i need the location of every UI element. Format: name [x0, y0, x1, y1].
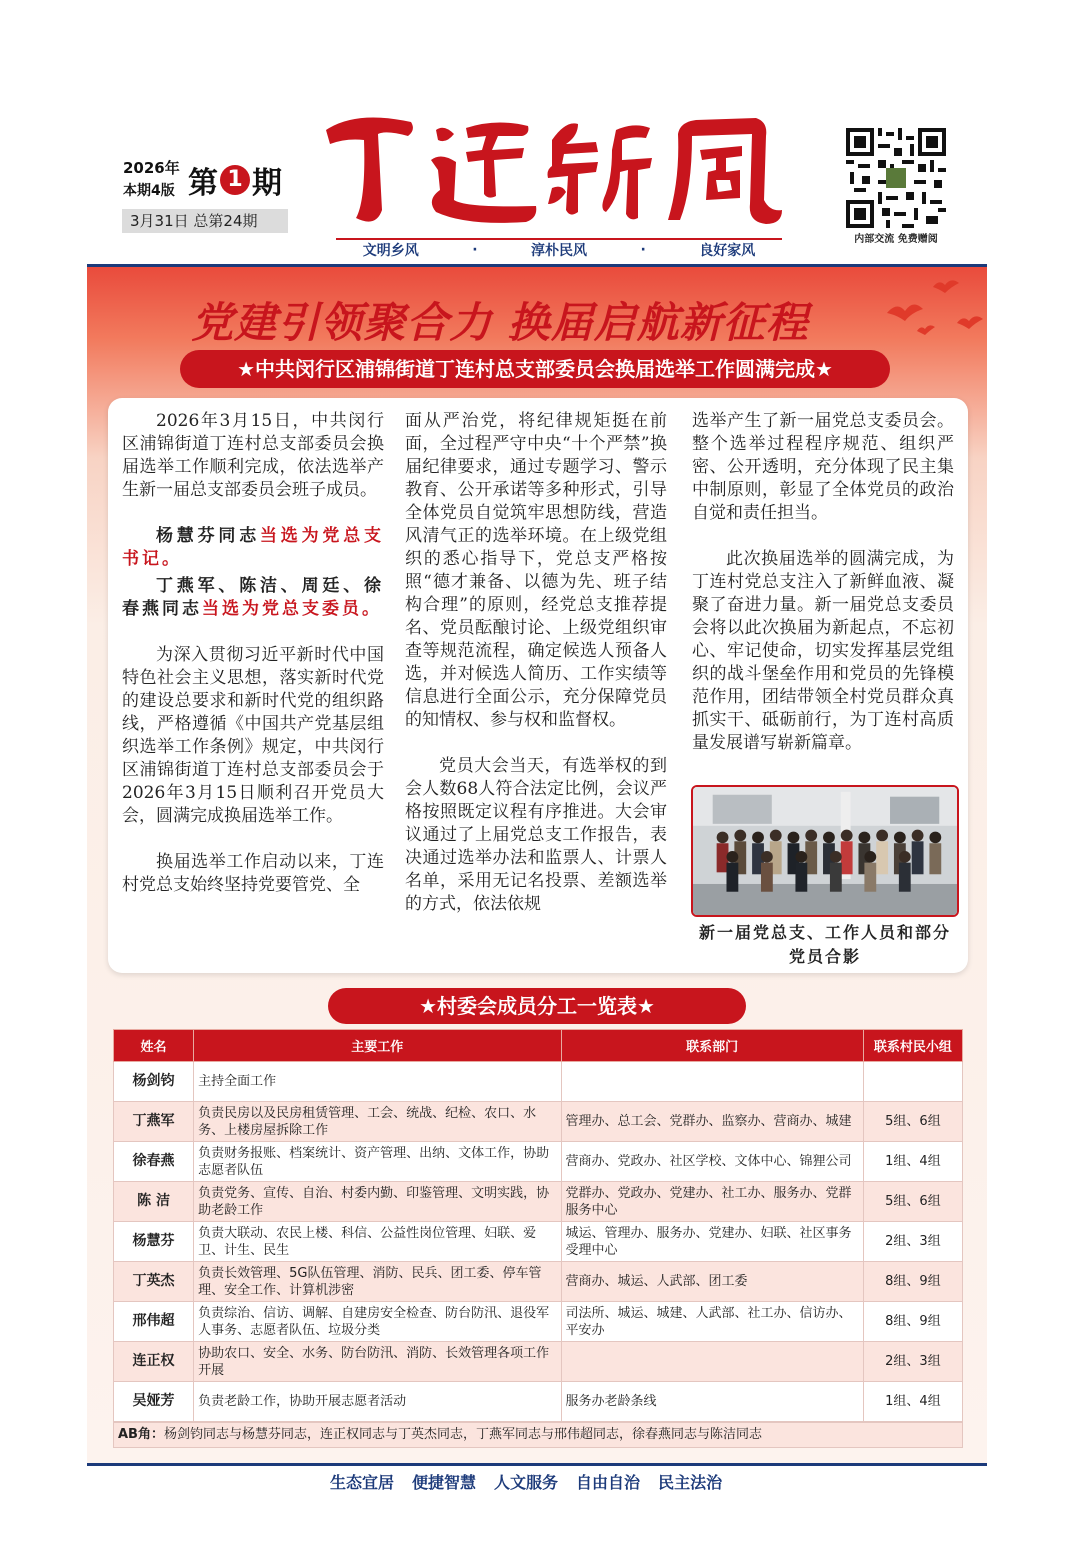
paragraph: 选举产生了新一届党总支委员会。整个选举过程程序规范、组织严密、公开透明，充分体现了民主集中制原则，彰显了全体党员的政治自觉和责任担当。 — [692, 411, 954, 523]
article-column-1 — [122, 410, 384, 920]
villager-groups: 2组、3组 — [863, 1342, 962, 1382]
elected-secretary-name: 杨慧芬同志 — [156, 526, 260, 546]
paragraph-elected-secretary — [122, 525, 384, 571]
article-column-2 — [405, 410, 667, 939]
member-name: 丁燕军 — [114, 1102, 194, 1142]
member-name: 吴娅芳 — [114, 1382, 194, 1422]
ab-role-text: 杨剑钧同志与杨慧芬同志，连正权同志与丁英杰同志，丁燕军同志与邢伟超同志，徐春燕同志与陈洁同志 — [163, 1427, 762, 1442]
paragraph: 换届选举工作启动以来，丁连村党总支始终坚持党要管党、全 — [122, 852, 384, 895]
villager-groups: 8组、9组 — [863, 1262, 962, 1302]
main-work: 负责大联动、农民上楼、科信、公益性岗位管理、妇联、爱卫、计生、民生 — [194, 1222, 561, 1262]
main-work: 主持全面工作 — [194, 1062, 561, 1102]
table-row — [114, 1142, 963, 1182]
table-row — [114, 1262, 963, 1302]
footer-slogan: 人文服务 — [494, 1473, 559, 1492]
separator-dot: · — [640, 242, 646, 258]
contact-departments: 司法所、城运、城建、人武部、社工办、信访办、平安办 — [561, 1302, 863, 1342]
contact-departments — [561, 1342, 863, 1382]
table-row — [114, 1102, 963, 1142]
issue-number-badge: 1 — [220, 165, 250, 195]
footer-slogan: 生态宜居 — [330, 1473, 395, 1492]
duty-table — [113, 1029, 963, 1422]
ab-role-note — [113, 1422, 963, 1448]
article-body — [108, 398, 968, 973]
villager-groups: 5组、6组 — [863, 1182, 962, 1222]
masthead-slogan: 淳朴民风 — [531, 243, 587, 259]
elected-members-names: 丁燕军、陈洁、周廷、徐春燕同志 — [122, 576, 384, 619]
paper-title-logo — [316, 100, 786, 232]
table-title: ★村委会成员分工一览表★ — [328, 988, 746, 1024]
masthead-slogan: 文明乡风 — [362, 243, 419, 259]
contact-departments: 服务办老龄条线 — [561, 1382, 863, 1422]
issue-year: 2026年 — [123, 159, 180, 177]
main-work: 负责财务报账、档案统计、资产管理、出纳、文体工作，协助志愿者队伍 — [194, 1142, 561, 1182]
ab-role-label: AB角： — [118, 1427, 164, 1442]
main-work: 负责综治、信访、调解、自建房安全检查、防台防汛、退役军人事务、志愿者队伍、垃圾分类 — [194, 1302, 561, 1342]
member-name: 邢伟超 — [114, 1302, 194, 1342]
elected-secretary-role: 当选为党总支书记。 — [122, 526, 384, 569]
member-name: 杨剑钧 — [114, 1062, 194, 1102]
masthead-slogans — [336, 238, 782, 260]
table-row — [114, 1302, 963, 1342]
table-row — [114, 1062, 963, 1102]
member-name: 连正权 — [114, 1342, 194, 1382]
villager-groups: 1组、4组 — [863, 1382, 962, 1422]
qr-caption: 内部交流 免费赠阅 — [854, 234, 938, 245]
member-name: 陈 洁 — [114, 1182, 194, 1222]
contact-departments: 管理办、总工会、党群办、监察办、营商办、城建 — [561, 1102, 863, 1142]
member-name: 杨慧芬 — [114, 1222, 194, 1262]
contact-departments: 营商办、城运、人武部、团工委 — [561, 1262, 863, 1302]
column-header: 主要工作 — [194, 1030, 561, 1062]
table-row — [114, 1342, 963, 1382]
footer-slogan: 自由自治 — [576, 1473, 641, 1492]
paragraph: 为深入贯彻习近平新时代中国特色社会主义思想，落实新时代党的建设总要求和新时代党的组织路线，严格遵循《中国共产党基层组织选举工作条例》规定，中共闵行区浦锦街道丁连村总支部委员会于2026年3月15日顺利召开党员大会，圆满完成换届选举工作。 — [122, 645, 384, 826]
table-header-row — [114, 1030, 963, 1062]
photo-caption: 新一届党总支、工作人员和部分党员合影 — [698, 923, 951, 966]
issue-prefix: 第 — [188, 166, 218, 201]
villager-groups — [863, 1062, 962, 1102]
paragraph: 党员大会当天，有选举权的到会人数68人符合法定比例，会议严格按照既定议程有序推进。大会审议通过了上届党总支工作报告，表决通过选举办法和监票人、计票人名单，采用无记名投票、差额选举的方式，依法依规 — [405, 756, 667, 914]
issue-date-line: 3月31日 总第24期 — [122, 209, 288, 233]
contact-departments: 城运、管理办、服务办、党建办、妇联、社区事务受理中心 — [561, 1222, 863, 1262]
headline: 党建引领聚合力 换届启航新征程 — [191, 298, 809, 347]
main-work: 负责党务、宣传、自治、村委内勤、印鉴管理、文明实践，协助老龄工作 — [194, 1182, 561, 1222]
column-header: 联系村民小组 — [863, 1030, 962, 1062]
table-row — [114, 1382, 963, 1422]
contact-departments — [561, 1062, 863, 1102]
main-work: 负责老龄工作，协助开展志愿者活动 — [194, 1382, 561, 1422]
column-header: 联系部门 — [561, 1030, 863, 1062]
column-header: 姓名 — [114, 1030, 194, 1062]
villager-groups: 2组、3组 — [863, 1222, 962, 1262]
villager-groups: 1组、4组 — [863, 1142, 962, 1182]
issue-edition-pages: 本期4版 — [123, 183, 175, 199]
separator-dot: · — [472, 242, 478, 258]
main-work: 协助农口、安全、水务、防台防汛、消防、长效管理各项工作开展 — [194, 1342, 561, 1382]
elected-members-role: 当选为党总支委员。 — [202, 599, 382, 619]
main-work: 负责民房以及民房租赁管理、工会、统战、纪检、农口、水务、上楼房屋拆除工作 — [194, 1102, 561, 1142]
member-name: 徐春燕 — [114, 1142, 194, 1182]
footer-slogans — [330, 1470, 750, 1493]
contact-departments: 营商办、党政办、社区学校、文体中心、锦狸公司 — [561, 1142, 863, 1182]
footer-slogan: 民主法治 — [658, 1473, 723, 1492]
villager-groups: 8组、9组 — [863, 1302, 962, 1342]
bottom-rule — [87, 1463, 987, 1466]
paragraph: 面从严治党，将纪律规矩挺在前面，全过程严守中央“十个严禁”换届纪律要求，通过专题学习、警示教育、公开承诺等多种形式，引导全体党员自觉筑牢思想防线，营造风清气正的选举环境。在上级党组织的悉心指导下，党总支严格按照“德才兼备、以德为先、班子结构合理”的原则，经党总支推荐提名、党员酝酿讨论、上级党组织审查等规范流程，确定候选人预备人选，并对候选人简历、工作实绩等信息进行全面公示，充分保障党员的知情权、参与权和监督权。 — [405, 411, 667, 730]
issue-number — [188, 158, 282, 202]
table-row — [114, 1222, 963, 1262]
subheadline: ★中共闵行区浦锦街道丁连村总支部委员会换届选举工作圆满完成★ — [180, 350, 890, 388]
paragraph-elected-members — [122, 575, 384, 621]
masthead-slogan: 良好家风 — [699, 243, 756, 259]
qr-code-icon — [846, 128, 946, 228]
main-work: 负责长效管理、5G队伍管理、消防、民兵、团工委、停车管理、安全工作、计算机涉密 — [194, 1262, 561, 1302]
paragraph: 此次换届选举的圆满完成，为丁连村党总支注入了新鲜血液、凝聚了奋进力量。新一届党总支委员会将以此次换届为新起点，不忘初心、牢记使命，切实发挥基层党组织的战斗堡垒作用和党员的先锋模范作用，团结带领全村党员群众真抓实干、砥砺前行，为丁连村高质量发展谱写崭新篇章。 — [692, 549, 954, 753]
group-photo — [691, 785, 959, 917]
article-column-3 — [692, 410, 954, 778]
footer-slogan: 便捷智慧 — [412, 1473, 477, 1492]
flying-birds-decoration — [867, 273, 987, 353]
table-row — [114, 1182, 963, 1222]
member-name: 丁英杰 — [114, 1262, 194, 1302]
paragraph: 2026年3月15日，中共闵行区浦锦街道丁连村总支部委员会换届选举工作顺利完成，依法选举产生新一届总支部委员会班子成员。 — [122, 411, 384, 500]
issue-suffix: 期 — [252, 166, 282, 201]
masthead — [0, 0, 1080, 262]
villager-groups: 5组、6组 — [863, 1102, 962, 1142]
contact-departments: 党群办、党政办、党建办、社工办、服务办、党群服务中心 — [561, 1182, 863, 1222]
